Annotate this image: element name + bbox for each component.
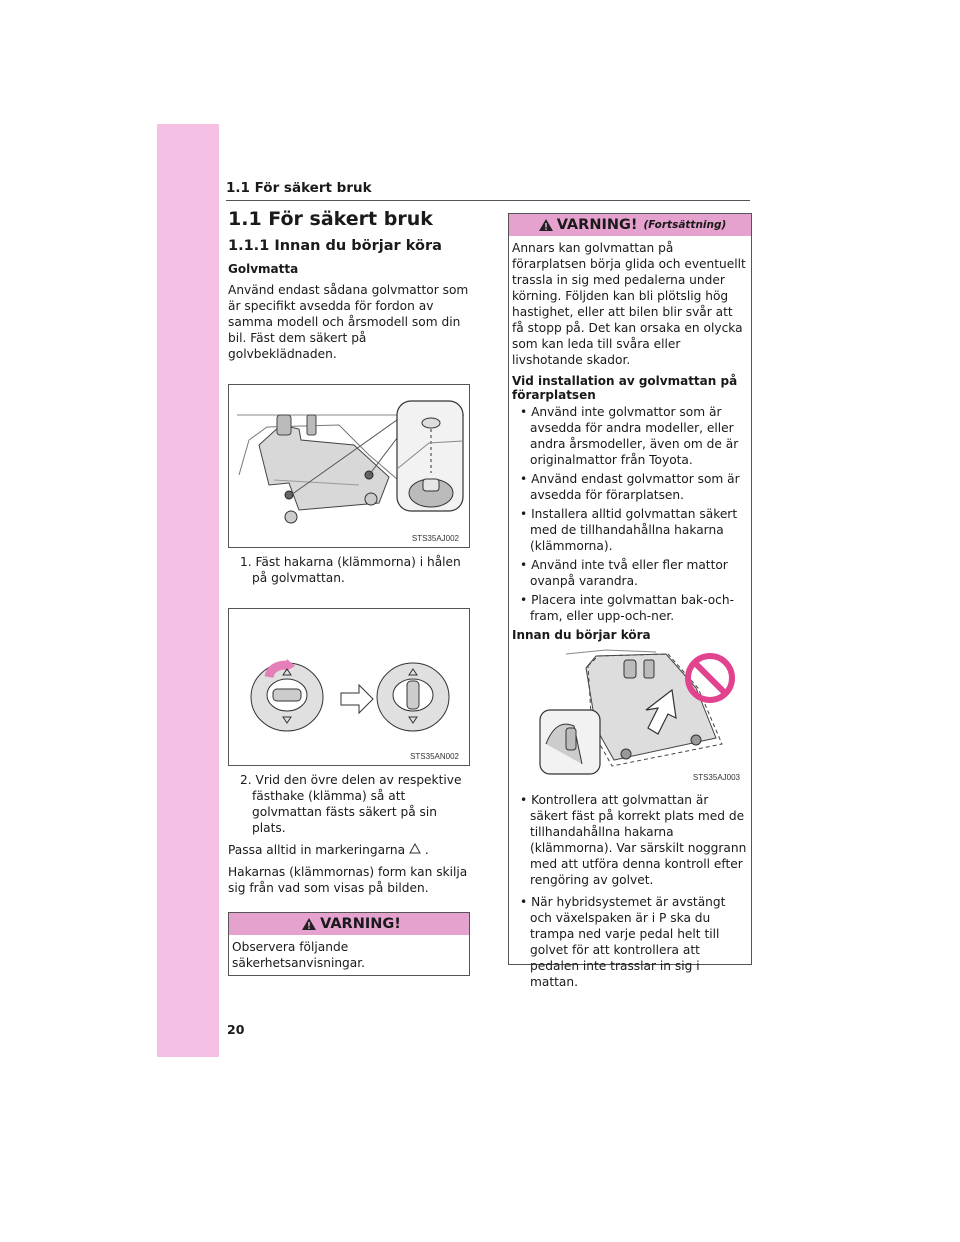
- installation-heading: Vid installation av golvmattan på förarplatsen: [512, 374, 738, 402]
- mat-position-illustration: [526, 648, 746, 782]
- warning-box: [228, 912, 470, 976]
- list-item: • Använd endast golvmattor som är avsedda för förarplatsen.: [520, 472, 740, 502]
- warning-continued-header: [509, 214, 751, 236]
- triangle-mark-icon: [409, 843, 421, 857]
- subsection-title: 1.1.1 Innan du börjar köra: [228, 238, 442, 254]
- figure-floor-mat-clips: [228, 384, 470, 548]
- warning-header: [229, 913, 469, 935]
- shape-note: Hakarnas (klämmornas) form kan skilja sig från vad som visas på bilden.: [228, 865, 468, 895]
- list-item: • Installera alltid golvmattan säkert med de tillhandahållna hakarna (klämmorna).: [520, 507, 738, 553]
- before-driving-heading: Innan du börjar köra: [512, 628, 651, 642]
- page-number: 20: [227, 1022, 245, 1037]
- warning-title: VARNING!: [556, 217, 638, 233]
- alignment-note-end: .: [424, 843, 429, 857]
- pink-sidebar: [157, 124, 219, 1057]
- header-rule: [226, 200, 750, 201]
- list-item: • Använd inte golvmattor som är avsedda för andra modeller, eller andra årsmodeller, även om de är originalmattor från Toyota.: [520, 405, 739, 467]
- figure-id: STS35AJ003: [692, 773, 740, 782]
- warning-body: [229, 935, 469, 975]
- list-item: • Kontrollera att golvmattan är säkert fäst på korrekt plats med de tillhandahållna hakarna (klämmorna). Var särskilt noggrann med att utföra denna kontroll efter rengöring av golvet.: [520, 793, 747, 887]
- figure-id: STS35AN002: [410, 752, 459, 761]
- step-1: 1. Fäst hakarna (klämmorna) i hålen på golvmattan.: [240, 555, 461, 585]
- warning-triangle-icon: [301, 917, 317, 931]
- warning-triangle-icon: [538, 218, 554, 232]
- topic-heading: Golvmatta: [228, 262, 299, 276]
- section-header: 1.1 För säkert bruk: [226, 180, 372, 196]
- before-driving-list: [512, 792, 748, 990]
- list-item: • Använd inte två eller fler mattor ovanpå varandra.: [520, 558, 728, 588]
- figure-id: STS35AJ002: [411, 534, 459, 543]
- installation-list: [512, 404, 748, 624]
- left-column: [228, 208, 470, 976]
- alignment-note-text: Passa alltid in markeringarna: [228, 843, 406, 857]
- list-item: • Placera inte golvmattan bak-och-fram, eller upp-och-ner.: [520, 593, 735, 623]
- warning-continued-body: [509, 236, 751, 997]
- warning-text: Observera följande säkerhetsanvisningar.: [232, 940, 366, 970]
- warning-continued-label: (Fortsättning): [643, 219, 727, 231]
- figure-clip-rotation: [228, 608, 470, 766]
- figure-mat-position: [526, 648, 746, 782]
- warning-continued-box: [508, 213, 752, 989]
- page-title: 1.1 För säkert bruk: [228, 208, 433, 230]
- list-item: • När hybridsystemet är avstängt och växelspaken är i P ska du trampa ned varje pedal helt till golvet för att kontrollera att pedalen inte trasslar in sig i mattan.: [520, 895, 726, 989]
- alignment-note: [228, 842, 470, 858]
- consequence-paragraph: Annars kan golvmattan på förarplatsen börja glida och eventuellt trassla in sig med pedalerna under körning. Följden kan bli plötslig hög hastighet, eller att bilen blir svår att få stopp på. Det kan orsaka en olycka som kan leda till svåra eller livshotande skador.: [512, 241, 746, 367]
- clip-rotation-illustration: [229, 609, 469, 765]
- intro-paragraph: Använd endast sådana golvmattor som är specifikt avsedda för fordon av samma modell och årsmodell som din bil. Fäst dem säkert på golvbeklädnaden.: [228, 283, 469, 361]
- step-2: 2. Vrid den övre delen av respektive fästhake (klämma) så att golvmattan fästs säkert på sin plats.: [240, 773, 462, 835]
- floor-mat-illustration: [229, 385, 469, 547]
- warning-title: VARNING!: [320, 916, 401, 932]
